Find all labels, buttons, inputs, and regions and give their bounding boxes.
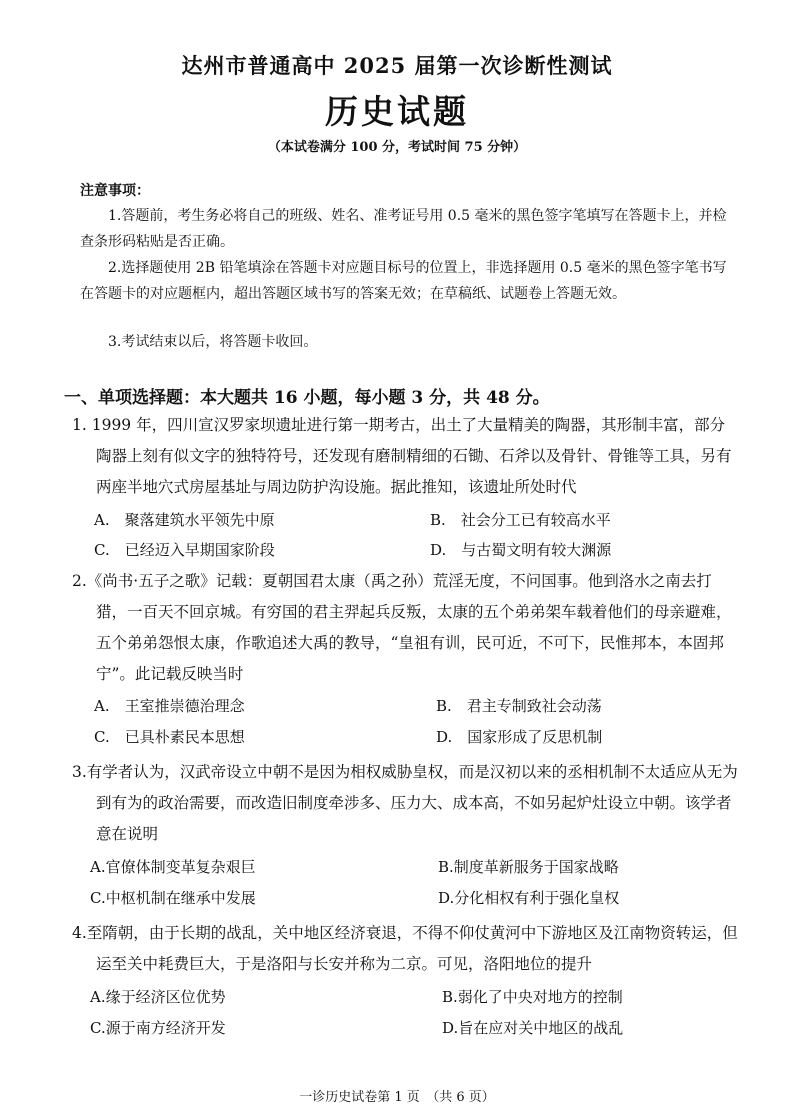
question-4-stem: 4.至隋朝，由于长期的战乱，关中地区经济衰退，不得不仰仗黄河中下游地区及江南物资转运，但运至关中耗费巨大，于是洛阳与长安并称为二京。可见，洛阳地位的提升 (72, 924, 738, 973)
notice-item-2: 2.选择题使用 2B 铅笔填涂在答题卡对应题目标号的位置上，非选择题用 0.5 毫米的黑色签字笔书写在答题卡的对应题框内，超出答题区域书写的答案无效；在草稿纸、试题卷上答题无效。 (80, 260, 727, 302)
question-2-option-c: C. 已具朴素民本思想 (94, 728, 245, 746)
question-4-option-d: D.旨在应对关中地区的战乱 (442, 1019, 624, 1037)
question-4-option-a: A.缘于经济区位优势 (90, 988, 226, 1006)
question-3-stem: 3.有学者认为，汉武帝设立中朝不是因为相权威胁皇权，而是汉初以来的丞相机制不太适应从无为到有为的政治需要，而改造旧制度牵涉多、压力大、成本高，不如另起炉灶设立中朝。该学者意在说明 (72, 763, 738, 843)
notice-item-1: 1.答题前，考生务必将自己的班级、姓名、准考证号用 0.5 毫米的黑色签字笔填写在答题卡上，并检查条形码粘贴是否正确。 (80, 208, 727, 250)
section-heading: 一、单项选择题：本大题共 16 小题，每小题 3 分，共 48 分。 (64, 388, 550, 408)
question-1-option-a: A. 聚落建筑水平领先中原 (94, 511, 275, 529)
question-4-option-c: C.源于南方经济开发 (90, 1019, 226, 1037)
question-1-option-d: D. 与古蜀文明有较大渊源 (430, 541, 612, 559)
question-2-option-b: B. 君主专制致社会动荡 (436, 697, 602, 715)
question-1-option-c: C. 已经迈入早期国家阶段 (94, 541, 275, 559)
question-1-option-b: B. 社会分工已有较高水平 (430, 511, 611, 529)
exam-title: 达州市普通高中 2025 届第一次诊断性测试 (181, 53, 613, 78)
question-2-option-a: A. 王室推崇德治理念 (94, 697, 245, 715)
subject-title: 历史试题 (325, 92, 469, 131)
question-2-stem: 2.《尚书·五子之歌》记载：夏朝国君太康（禹之孙）荒淫无度，不问国事。他到洛水之南去打猎，一百天不回京城。有穷国的君主羿起兵反叛，太康的五个弟弟架车载着他们的母亲避难，五个弟弟怨恨太康，作歌追述大禹的教导，“皇祖有训，民可近，不可下，民惟邦本，本固邦宁”。此记载反映当时 (72, 572, 732, 683)
question-3-option-a: A.官僚体制变革复杂艰巨 (90, 858, 256, 876)
score-note: （本试卷满分 100 分，考试时间 75 分钟） (267, 140, 527, 155)
question-4-option-b: B.弱化了中央对地方的控制 (442, 988, 623, 1006)
notice-heading: 注意事项： (80, 183, 150, 199)
notice-item-3: 3.考试结束以后，将答题卡收回。 (108, 334, 318, 350)
page-footer: 一诊历史试卷第 1 页 （共 6 页） (299, 1090, 495, 1105)
question-3-option-c: C.中枢机制在继承中发展 (90, 889, 256, 907)
question-2-option-d: D. 国家形成了反思机制 (436, 728, 603, 746)
question-3-option-b: B.制度革新服务于国家战略 (438, 858, 619, 876)
question-3-option-d: D.分化相权有利于强化皇权 (438, 889, 620, 907)
question-1-stem: 1. 1999 年，四川宣汉罗家坝遗址进行第一期考古，出土了大量精美的陶器，其形制丰富，部分陶器上刻有似文字的独特符号，还发现有磨制精细的石锄、石斧以及骨针、骨锥等工具，另有两座半地穴式房屋基址与周边防护沟设施。据此推知，该遗址所处时代 (72, 416, 732, 496)
